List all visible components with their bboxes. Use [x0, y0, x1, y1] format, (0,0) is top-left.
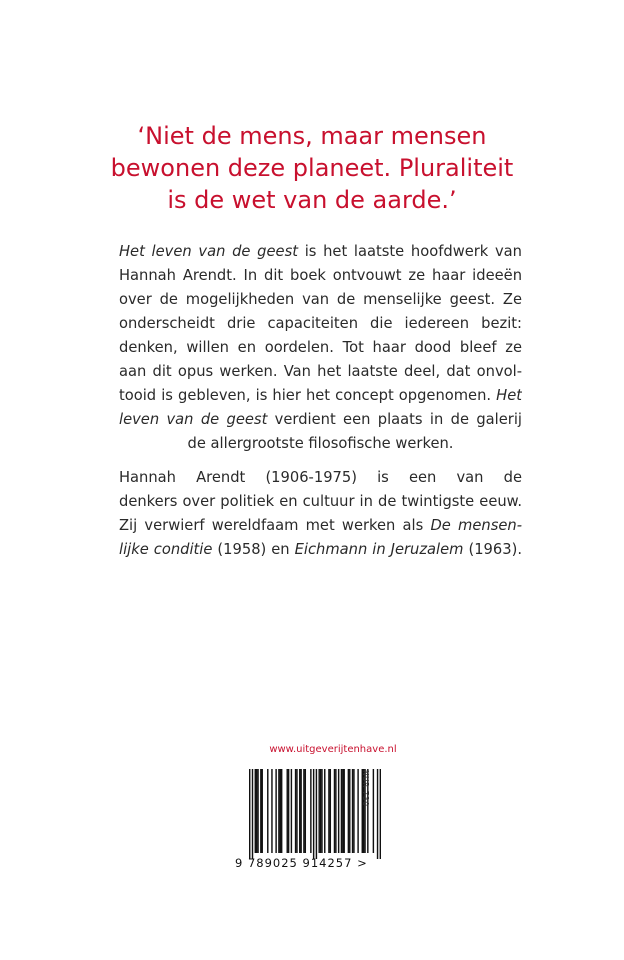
- barcode-bar: [267, 769, 268, 853]
- book-title: Het leven van de geest: [119, 243, 298, 260]
- barcode-bar: [334, 769, 335, 853]
- barcode-bar: [342, 769, 343, 853]
- barcode-bar: [280, 769, 281, 853]
- barcode-bar: [295, 769, 296, 853]
- barcode-bar: [338, 769, 339, 853]
- quote-line: is de wet van de aarde.’: [167, 186, 457, 214]
- barcode-bar: [343, 769, 344, 853]
- description-line: aan dit opus werken. Van het laatste deel, dat onvol-: [119, 363, 522, 380]
- barcode-bar: [320, 769, 321, 853]
- book-title: leven van de geest: [119, 411, 268, 428]
- barcode-bar: [252, 769, 253, 859]
- description-line: over de mogelijkheden van de menselijke geest. Ze: [119, 291, 522, 308]
- book-title: lijke conditie: [119, 541, 213, 558]
- book-title: Eichmann in Jeruzalem: [294, 541, 464, 558]
- text-span: is het laatste hoofdwerk van: [297, 243, 522, 260]
- bio-line: denkers over politiek en cultuur in de twintigste eeuw.: [119, 493, 522, 510]
- barcode-bar: [305, 769, 306, 853]
- barcode-bar: [281, 769, 282, 853]
- book-title: De mensen-: [430, 517, 522, 534]
- quote-line: bewonen deze planeet. Pluraliteit: [110, 154, 514, 182]
- text-span: (1963).: [463, 541, 522, 558]
- description-line: Hannah Arendt. In dit boek ontvouwt ze haar ideeën: [119, 267, 522, 284]
- barcode-bar: [300, 769, 301, 853]
- bio-line: [119, 514, 522, 538]
- barcode-bar: [352, 769, 353, 853]
- description-line: [119, 384, 522, 408]
- barcode-bar: [353, 769, 354, 853]
- description-line: onderscheidt drie capaciteiten die iedereen bezit:: [119, 315, 522, 332]
- barcode-digits: 9 789025 914257 >: [235, 856, 368, 870]
- barcode-bar: [271, 769, 272, 853]
- barcode-bar: [278, 769, 279, 853]
- bio-line: [119, 538, 522, 562]
- barcode-bar: [303, 769, 304, 853]
- barcode-bar: [357, 769, 358, 853]
- description-line: de allergrootste filosofische werken.: [187, 435, 454, 452]
- barcode-bar: [316, 769, 317, 859]
- barcode-bar: [377, 769, 378, 859]
- barcode-bar: [291, 769, 292, 853]
- barcode-bar: [257, 769, 258, 853]
- barcode-bar: [310, 769, 311, 853]
- barcode-bar: [249, 769, 250, 859]
- text-span: tooid is gebleven, is hier het concept opgenomen.: [119, 387, 497, 404]
- barcode-bar: [256, 769, 257, 853]
- barcode-bar: [324, 769, 325, 853]
- barcode-bar: [287, 769, 288, 853]
- description-line: denken, willen en oordelen. Tot haar dood bleef ze: [119, 339, 522, 356]
- publisher-url: www.uitgeverijtenhave.nl: [269, 744, 397, 755]
- barcode-bar: [328, 769, 329, 853]
- barcode-bar: [349, 769, 350, 853]
- barcode-bar: [299, 769, 300, 853]
- book-title: Het: [496, 387, 522, 404]
- barcode-bar: [335, 769, 336, 853]
- bio-line: Hannah Arendt (1906-1975) is een van de: [119, 469, 522, 486]
- quote-line: ‘Niet de mens, maar mensen: [137, 122, 487, 150]
- nur-code: NUR 730: [361, 770, 370, 807]
- text-span: (1958) en: [212, 541, 295, 558]
- barcode-bar: [260, 769, 261, 853]
- isbn-barcode: [235, 767, 395, 877]
- description-line: [119, 240, 522, 264]
- barcode-bar: [313, 769, 314, 859]
- text-span: Zij verwierf wereldfaam met werken als: [119, 517, 431, 534]
- pull-quote: [90, 120, 534, 216]
- barcode-bar: [330, 769, 331, 853]
- barcode-bar: [321, 769, 322, 853]
- barcode-bar: [373, 769, 374, 853]
- text-span: verdient een plaats in de galerij: [274, 411, 522, 428]
- barcode-bar: [255, 769, 256, 853]
- barcode-bar: [296, 769, 297, 853]
- author-bio: [119, 466, 522, 562]
- barcode-bar: [341, 769, 342, 853]
- barcode-bar: [318, 769, 319, 853]
- barcode-bar: [275, 769, 276, 853]
- barcode-bar: [380, 769, 381, 859]
- barcode-bar: [348, 769, 349, 853]
- barcode-bar: [288, 769, 289, 853]
- description-paragraph: [119, 240, 522, 456]
- description-line: [119, 408, 522, 432]
- barcode-bar: [262, 769, 263, 853]
